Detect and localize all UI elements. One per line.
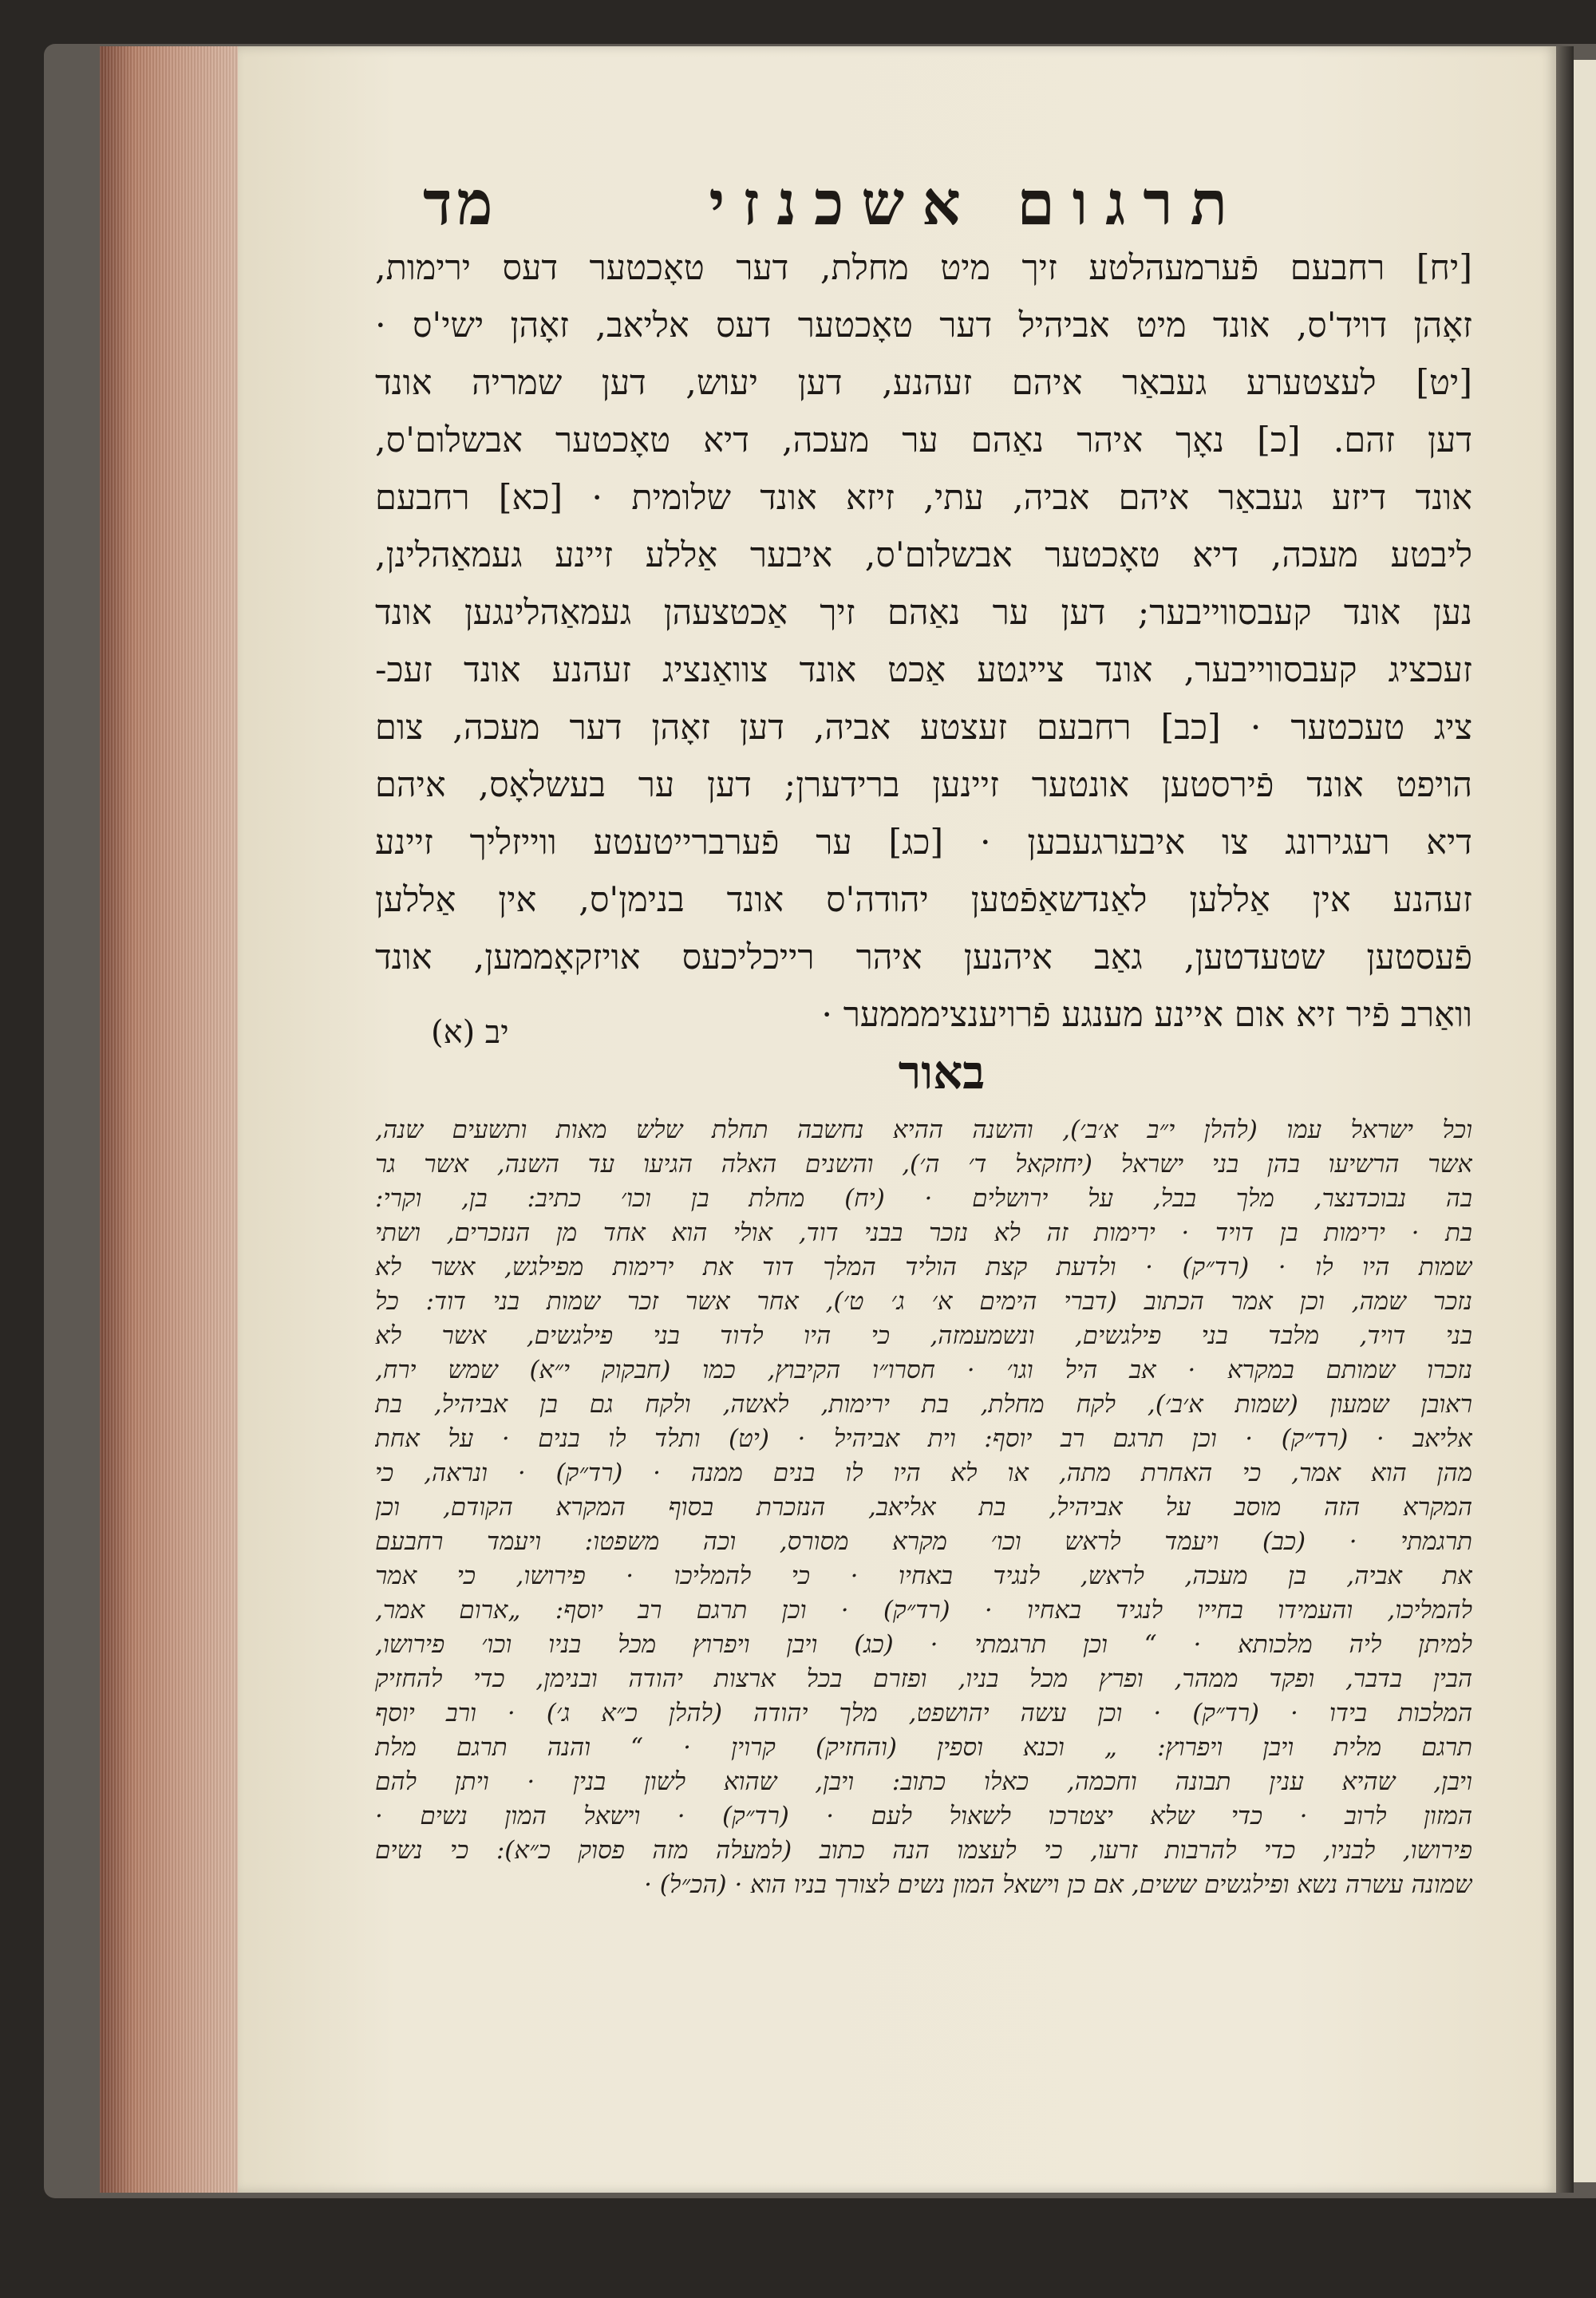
- commentary-line: ראובן שמעון (שמות א׳ב׳), לקח מחלת, בת ירימות, לאשה, ולקח גם בן אביהיל, בת: [375, 1390, 1472, 1419]
- main-text-line: דיא רעגירונג צו איבערגעבען · [כג] ער פֿערברייטעטע ווייזליך זיינע: [375, 823, 1472, 863]
- commentary-line: מהן הוא אמר, כי האחרת מתה, או לא היו לו בנים ממנה · (רד״ק) · ונראה, כי: [375, 1459, 1472, 1487]
- commentary-line: אשר הרשיעו בהן בני ישראל (יחזקאל ד׳ ה׳), והשנים האלה הגיעו עד השנה, אשר גר: [375, 1150, 1472, 1179]
- main-text-line: [יח] רחבעם פֿערמעהלטע זיך מיט מחלת, דער טאָכטער דעס ירימות,: [375, 248, 1472, 288]
- main-text-line: דען זהם. [כ] נאָך איהר נאַהם ער מעכה, דיא טאָכטער אבשלום'ס,: [375, 421, 1472, 460]
- page-edge: [100, 46, 239, 2193]
- commentary-line: שמות היו לו · (רד״ק) · ולדעת קצת הוליד המלך דוד את ירימות מפילגש, אשר לא: [375, 1253, 1472, 1281]
- commentary-line: בת · ירימות בן דויד · ירימות זה לא נזכר בבני דוד, אולי הוא אחד מן הנזכרים, ושתי: [375, 1218, 1472, 1247]
- commentary-line: וכל ישראל עמו (להלן י״ב א׳ב׳), והשנה ההיא נחשבה תחלת שלש מאות ותשעים שנה,: [375, 1115, 1472, 1144]
- main-text-line: ציג טעכטער · [כב] רחבעם זעצטע אביה, דען זאָהן דער מעכה, צום: [375, 708, 1472, 748]
- main-text-line: ליבטע מעכה, דיא טאָכטער אבשלום'ס, איבער אַללע זיינע געמאַהלינן,: [375, 535, 1472, 575]
- main-text-line: אונד דיזע געבאַר איהם אביה, עתי, זיזא אונד שלומית · [כא] רחבעם: [375, 478, 1472, 518]
- commentary-line: למיתן ליה מלכותא · “ וכן תרגמתי · (כג) ויבן ויפרוץ מכל בניו וכו׳ פירושו,: [375, 1630, 1472, 1659]
- commentary-line: פירושו, לבניו, כדי להרבות זרעו, כי לעצמו הנה כתוב (למעלה מזה פסוק כ״א): כי נשים: [375, 1836, 1472, 1865]
- main-text-block: [375, 239, 1472, 1044]
- main-text-line: הויפט אונד פֿירסטען אונטער זיינען ברידערן; דען ער בעשלאָס, איהם: [375, 765, 1472, 805]
- commentary-line: את אביה, בן מעכה, לראש, לנגיד באחיו · כי להמליכו · פירושו, כי אמר: [375, 1562, 1472, 1590]
- running-title: תרגום אשכנזי: [709, 168, 1245, 239]
- commentary-line: המלכות בידו · (רד״ק) · וכן עשה יהושפט, מלך יהודה (להלן כ״א ג׳) · ורב יוסף: [375, 1699, 1472, 1727]
- main-text-line: פֿעסטען שטעדטען, גאַב איהנען איהר רייכליכעס אויזקאָממען, אונד: [375, 938, 1472, 977]
- commentary-line: נזכר שמה, וכן אמר הכתוב (דברי הימים א׳ ג׳ ט׳), אחר אשר זכר שמות בני דוד: כל: [375, 1287, 1472, 1316]
- commentary-line: להמליכו, והעמידו בחייו לנגיד באחיו · (רד״ק) · וכן תרגם רב יוסף: „ארום אמר,: [375, 1596, 1472, 1625]
- main-text-line: [יט] לעצטערע געבאַר איהם זעהנע, דען יעוש, דען שמריה אונד: [375, 363, 1472, 403]
- commentary-line: אליאב · (רד״ק) · וכן תרגם רב יוסף: וית אביהיל · (יט) ותלד לו בנים · על אחת: [375, 1424, 1472, 1453]
- main-text-line: נען אונד קעבסווייבער; דען ער נאַהם זיך אַכטצעהן געמאַהלינגען אונד: [375, 593, 1472, 633]
- commentary-line: המקרא הזה מוסב על אביהיל, בת אליאב, הנזכרת בסוף המקרא הקודם, וכן: [375, 1493, 1472, 1522]
- facing-page-edge: [1574, 60, 1596, 2182]
- main-text-line: זאָהן דויד'ס, אונד מיט אביהיל דער טאָכטער דעס אליאב, זאָהן ישי'ס ·: [375, 306, 1472, 345]
- commentary-line: נזכרו שמותם במקרא · אב היל וגו׳ · חסרו״ו הקיבוץ, כמו (חבקוק י״א) שמש ירח,: [375, 1356, 1472, 1384]
- commentary-line: שמונה עשרה נשא ופילגשים ששים, אם כן וישאל המון נשים לצורך בניו הוא · (הכ״ל) ·: [644, 1870, 1472, 1899]
- commentary-title: באור: [898, 1045, 986, 1100]
- commentary-line: תרגמתי · (כב) ויעמד לראש וכו׳ מקרא מסורס, וכה משפטו: ויעמד רחבעם: [375, 1527, 1472, 1556]
- main-text-line: זעכציג קעבסווייבער, אונד צייגטע אַכט אונד צוואַנציג זעהנע אונד זעכ-: [375, 650, 1472, 690]
- running-head: [423, 160, 1245, 247]
- page-number: מד: [423, 168, 498, 239]
- commentary-line: תרגם מלית ויבן ויפרוץ: „ וכנא וספין (והחזיק) קרוין · “ והנה תרגם מלת: [375, 1733, 1472, 1762]
- commentary-line: בה נבוכדנצר, מלך בבל, על ירושלים · (יח) מחלת בן וכו׳ כתיב: בן, וקרי:: [375, 1184, 1472, 1213]
- main-text-line: וואַרב פֿיר זיא אום איינע מענגע פֿרויענצימממער ·: [821, 995, 1472, 1035]
- commentary-line: הבין בדבר, ופקד ממהר, ופרץ מכל בניו, ופזרם בכל ארצות יהודה ובנימן, כדי להחזיק: [375, 1664, 1472, 1693]
- commentary-block: [375, 1113, 1472, 1902]
- commentary-line: ויבן, שהיא ענין תבונה וחכמה, כאלו כתוב: ויבן, שהוא לשון בנין · ויתן להם: [375, 1767, 1472, 1796]
- book-gutter: [1556, 46, 1574, 2193]
- commentary-line: בני דויד, מלבד בני פילגשים, ונשמעמזה, כי היו לדוד בני פילגשים, אשר לא: [375, 1321, 1472, 1350]
- commentary-line: המזון לרוב · כדי שלא יצטרכו לשאול לעם · (רד״ק) · וישאל המון נשים ·: [375, 1802, 1472, 1830]
- main-text-line: זעהנע אין אַללען לאַנדשאַפֿטען יהודה'ס אונד בנימן'ס, אין אַללען: [375, 880, 1472, 920]
- chapter-marker: יב (א): [431, 1014, 509, 1051]
